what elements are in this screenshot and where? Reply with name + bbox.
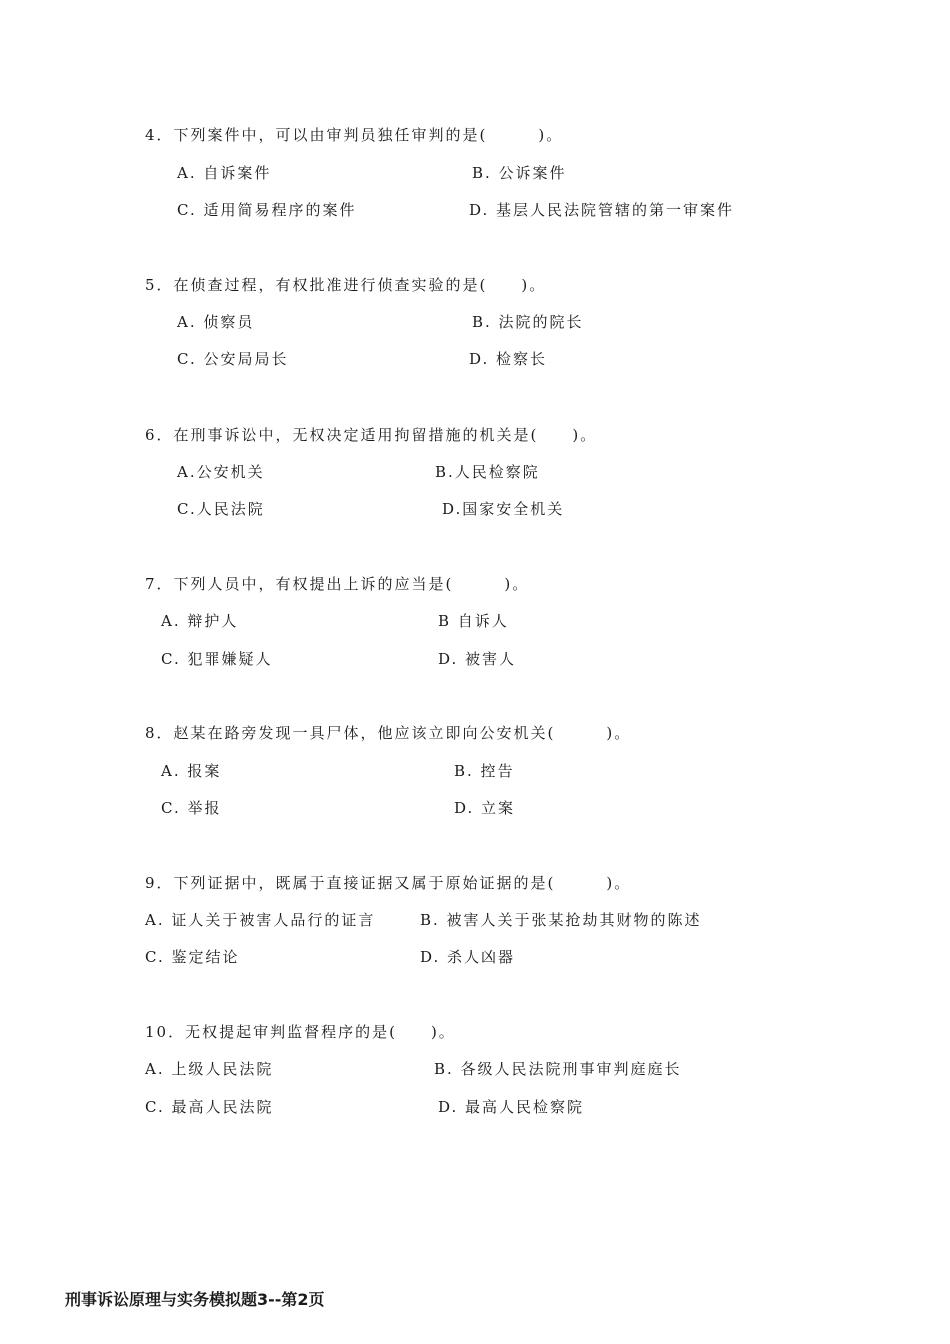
question-8-option-d: D. 立案 <box>454 799 516 817</box>
question-9-option-c: C. 鉴定结论 <box>145 948 240 966</box>
question-9-option-a: A. 证人关于被害人品行的证言 <box>145 911 376 929</box>
question-5-option-a: A. 侦察员 <box>177 313 255 331</box>
question-5-option-b: B. 法院的院长 <box>472 313 584 331</box>
question-9-stem: 9．下列证据中，既属于直接证据又属于原始证据的是( )。 <box>145 874 632 892</box>
question-4-option-b: B. 公诉案件 <box>472 164 567 182</box>
question-8-option-b: B. 控告 <box>454 762 515 780</box>
question-6-option-a: A.公安机关 <box>177 463 265 481</box>
question-10-stem: 10．无权提起审判监督程序的是( )。 <box>145 1023 456 1041</box>
question-5-option-c: C. 公安局局长 <box>177 350 289 368</box>
question-4-option-a: A. 自诉案件 <box>177 164 272 182</box>
question-4-stem: 4．下列案件中，可以由审判员独任审判的是( )。 <box>145 126 564 144</box>
question-8-stem: 8．赵某在路旁发现一具尸体，他应该立即向公安机关( )。 <box>145 724 632 742</box>
question-7-option-d: D. 被害人 <box>438 650 517 668</box>
question-6-stem: 6．在刑事诉讼中，无权决定适用拘留措施的机关是( )。 <box>145 426 598 444</box>
question-7-option-b: B 自诉人 <box>438 612 509 630</box>
question-8-option-c: C. 举报 <box>161 799 222 817</box>
question-7-option-c: C. 犯罪嫌疑人 <box>161 650 273 668</box>
question-10-option-a: A. 上级人民法院 <box>145 1060 274 1078</box>
question-4-option-c: C. 适用简易程序的案件 <box>177 201 357 219</box>
question-6-option-b: B.人民检察院 <box>435 463 540 481</box>
question-7-option-a: A. 辩护人 <box>161 612 239 630</box>
question-6-option-c: C.人民法院 <box>177 500 265 518</box>
question-8-option-a: A. 报案 <box>161 762 222 780</box>
question-6-option-d: D.国家安全机关 <box>442 500 565 518</box>
question-10-option-d: D. 最高人民检察院 <box>438 1098 585 1116</box>
question-5-option-d: D. 检察长 <box>469 350 548 368</box>
question-4-option-d: D. 基层人民法院管辖的第一审案件 <box>469 201 735 219</box>
page-footer: 刑事诉讼原理与实务模拟题3--第2页 <box>65 1290 325 1309</box>
question-5-stem: 5．在侦查过程，有权批准进行侦查实验的是( )。 <box>145 276 547 294</box>
question-7-stem: 7．下列人员中，有权提出上诉的应当是( )。 <box>145 575 530 593</box>
question-9-option-b: B. 被害人关于张某抢劫其财物的陈述 <box>420 911 702 929</box>
question-9-option-d: D. 杀人凶器 <box>420 948 516 966</box>
question-10-option-c: C. 最高人民法院 <box>145 1098 274 1116</box>
question-10-option-b: B. 各级人民法院刑事审判庭庭长 <box>434 1060 682 1078</box>
